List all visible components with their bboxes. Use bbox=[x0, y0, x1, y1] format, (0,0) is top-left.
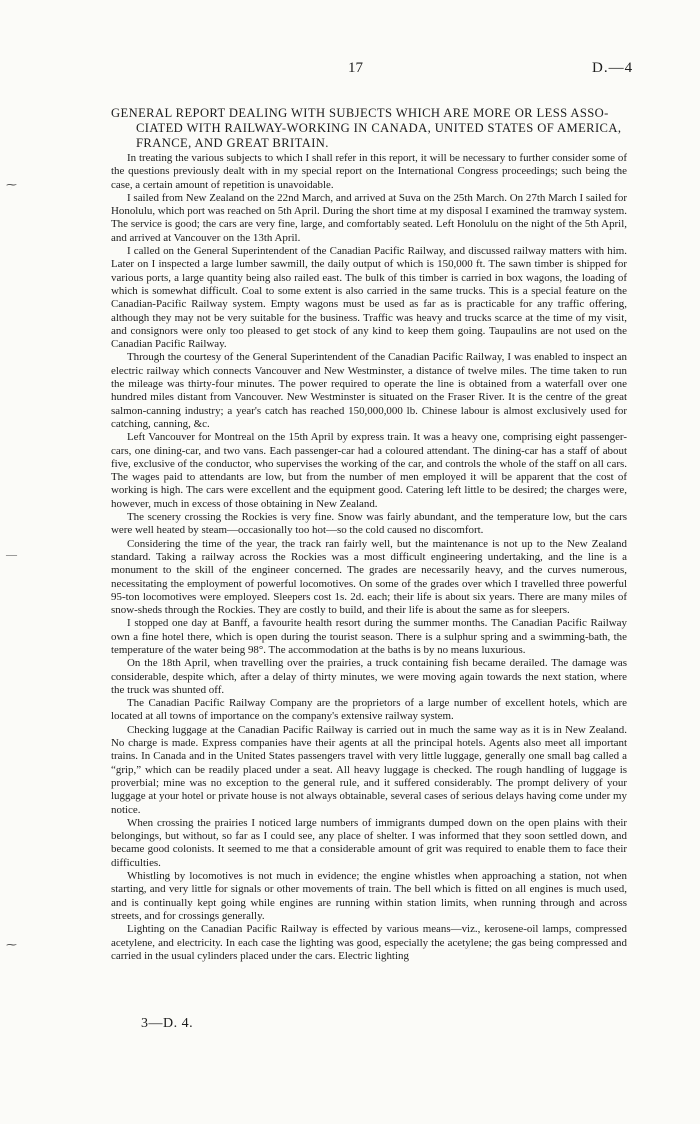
paragraph: On the 18th April, when travelling over the prairies, a truck containing fish became derailed. The damage was considerable, despite which, after a delay of thirty minutes, we were moving again towards the next station, where the truck was shunted off. bbox=[111, 657, 627, 696]
paragraph: I called on the General Superintendent of the Canadian Pacific Railway, and discussed railway matters with him. Later on I inspected a large lumber sawmill, the daily output of which is 150,000 ft. The sawn timber is shipped for various ports, a large quantity being also railed east. The bulk of this timber is carried in box wagons, the loading of which is somewhat difficult. Coal to some extent is also carried in the same trucks. This is a special feature on the Canadian-Pacific Railway system. Empty wagons must be used as far as is practicable for any traffic offering, although they may not be very suitable for the business. Traffic was heavy and trucks scarce at the time of my visit, and consignors were only too pleased to get stock of any kind to keep them going. Taupaulins are not used on the Canadian Pacific Railway. bbox=[111, 245, 627, 351]
paragraph: When crossing the prairies I noticed large numbers of immigrants dumped down on the open plains with their belongings, but without, so far as I could see, any place of shelter. I was informed that they soon settled down, and became good colonists. It seemed to me that a considerable amount of grit was required to enable them to face their difficulties. bbox=[111, 816, 627, 869]
paragraph: The Canadian Pacific Railway Company are the proprietors of a large number of excellent hotels, which are located at all towns of importance on the company's extensive railway system. bbox=[111, 697, 627, 723]
paragraph: Considering the time of the year, the track ran fairly well, but the maintenance is not up to the New Zealand standard. Taking a railway across the Rockies was a most difficult engineering undertaking, and the line is a monument to the skill of the engineer concerned. The grades are necessarily heavy, and the curves numerous, necessitating the employment of powerful locomotives. On some of the grades over which I travelled three powerful 95-ton locomotives were employed. Sleepers cost 1s. 2d. each; their life is about six years. There are many miles of snow-sheds through the Rockies. They are costly to build, and their life is about the same as for sleepers. bbox=[111, 537, 627, 617]
paragraph: The scenery crossing the Rockies is very fine. Snow was fairly abundant, and the temperature low, but the cars were well heated by steam—occasionally too hot—so the cold caused no discomfort. bbox=[111, 511, 627, 537]
paragraph: Checking luggage at the Canadian Pacific Railway is carried out in much the same way as it is in New Zealand. No charge is made. Express companies have their agents at all the principal hotels. Agents also meet all important trains. In Canada and in the United States passengers travel with very little luggage, generally one small bag called a “grip,” which can be readily placed under a seat. All heavy luggage is checked. The rough handling of luggage is proverbial; mine was no exception to the general rule, and it suffered considerably. The prompt delivery of your luggage at your hotel or private house is not always obtainable, several cases of serious delays having come under my notice. bbox=[111, 723, 627, 816]
margin-tick-mark: — bbox=[6, 549, 17, 561]
paragraph: Lighting on the Canadian Pacific Railway is effected by various means—viz., kerosene-oil lamps, compressed acetylene, and electricity. In each case the lighting was good, especially the acetylene; the gas being compressed and carried in the usual cylinders placed under the cars. Electric lighting bbox=[111, 923, 627, 962]
paragraph: I sailed from New Zealand on the 22nd March, and arrived at Suva on the 25th March. On 27th March I sailed for Honolulu, which port was reached on 5th April. During the short time at my disposal I examined the tramway system. The service is good; the cars are very fine, large, and comfortably seated. Left Honolulu on the night of the 5th April, and arrived at Vancouver on the 13th April. bbox=[111, 191, 627, 244]
paragraph: I stopped one day at Banff, a favourite health resort during the summer months. The Canadian Pacific Railway own a fine hotel there, which is open during the tourist season. There is a sulphur spring and a swimming-bath, the temperature of the water being 98°. The accommodation at the baths is by no means luxurious. bbox=[111, 617, 627, 656]
signature-mark: 3—D. 4. bbox=[141, 1016, 194, 1031]
title-line-1: GENERAL REPORT DEALING WITH SUBJECTS WHICH ARE MORE OR LESS ASSO- bbox=[111, 106, 609, 120]
report-body bbox=[111, 152, 627, 963]
margin-tick-mark: ⁓ bbox=[6, 939, 17, 951]
page-header bbox=[0, 60, 700, 80]
paragraph: Whistling by locomotives is not much in evidence; the engine whistles when approaching a station, not when starting, and very little for signals or other movements of train. The bell which is fitted on all engines is much used, and is continually kept going while engines are running within station limits, when running through and across streets, and for crossings generally. bbox=[111, 870, 627, 922]
title-line-2: CIATED WITH RAILWAY-WORKING IN CANADA, UNITED STATES OF AMERICA, bbox=[136, 121, 622, 135]
paragraph: Through the courtesy of the General Superintendent of the Canadian Pacific Railway, I was enabled to inspect an electric railway which connects Vancouver and New Westminster, a distance of twelve miles. The time taken to run the mileage was thirty-four minutes. The power required to operate the line is obtained from a waterfall over one hundred miles distant from Vancouver. New Westminster is situated on the Fraser River. It is the centre of the great salmon-canning industry; a year's catch has reached 150,000,000 lb. Chinese labour is almost exclusively used for catching, canning, &c. bbox=[111, 351, 627, 430]
report-title bbox=[111, 106, 631, 151]
page-number: 17 bbox=[348, 60, 363, 76]
paragraph: Left Vancouver for Montreal on the 15th April by express train. It was a heavy one, comprising eight passenger-cars, one dining-car, and two vans. Each passenger-car had a coloured attendant. The dining-car has a staff of about five, exclusive of the conductor, who supervises the working of the car, and controls the whole of the staff on all cars. The wages paid to attendants are low, but from the number of men employed it will be apparent that the cost of working is high. The cars were excellent and the equipment good. Catering left little to be desired; the charges were, however, much in excess of those obtaining in New Zealand. bbox=[111, 431, 627, 510]
title-line-3: FRANCE, AND GREAT BRITAIN. bbox=[136, 136, 329, 150]
margin-tick-mark: ⁓ bbox=[6, 179, 17, 191]
paragraph: In treating the various subjects to which I shall refer in this report, it will be necessary to further consider some of the questions previously dealt with in my special report on the International Congress proceedings; such being the case, a certain amount of repetition is unavoidable. bbox=[111, 152, 627, 191]
document-reference: D.—4 bbox=[592, 60, 634, 76]
